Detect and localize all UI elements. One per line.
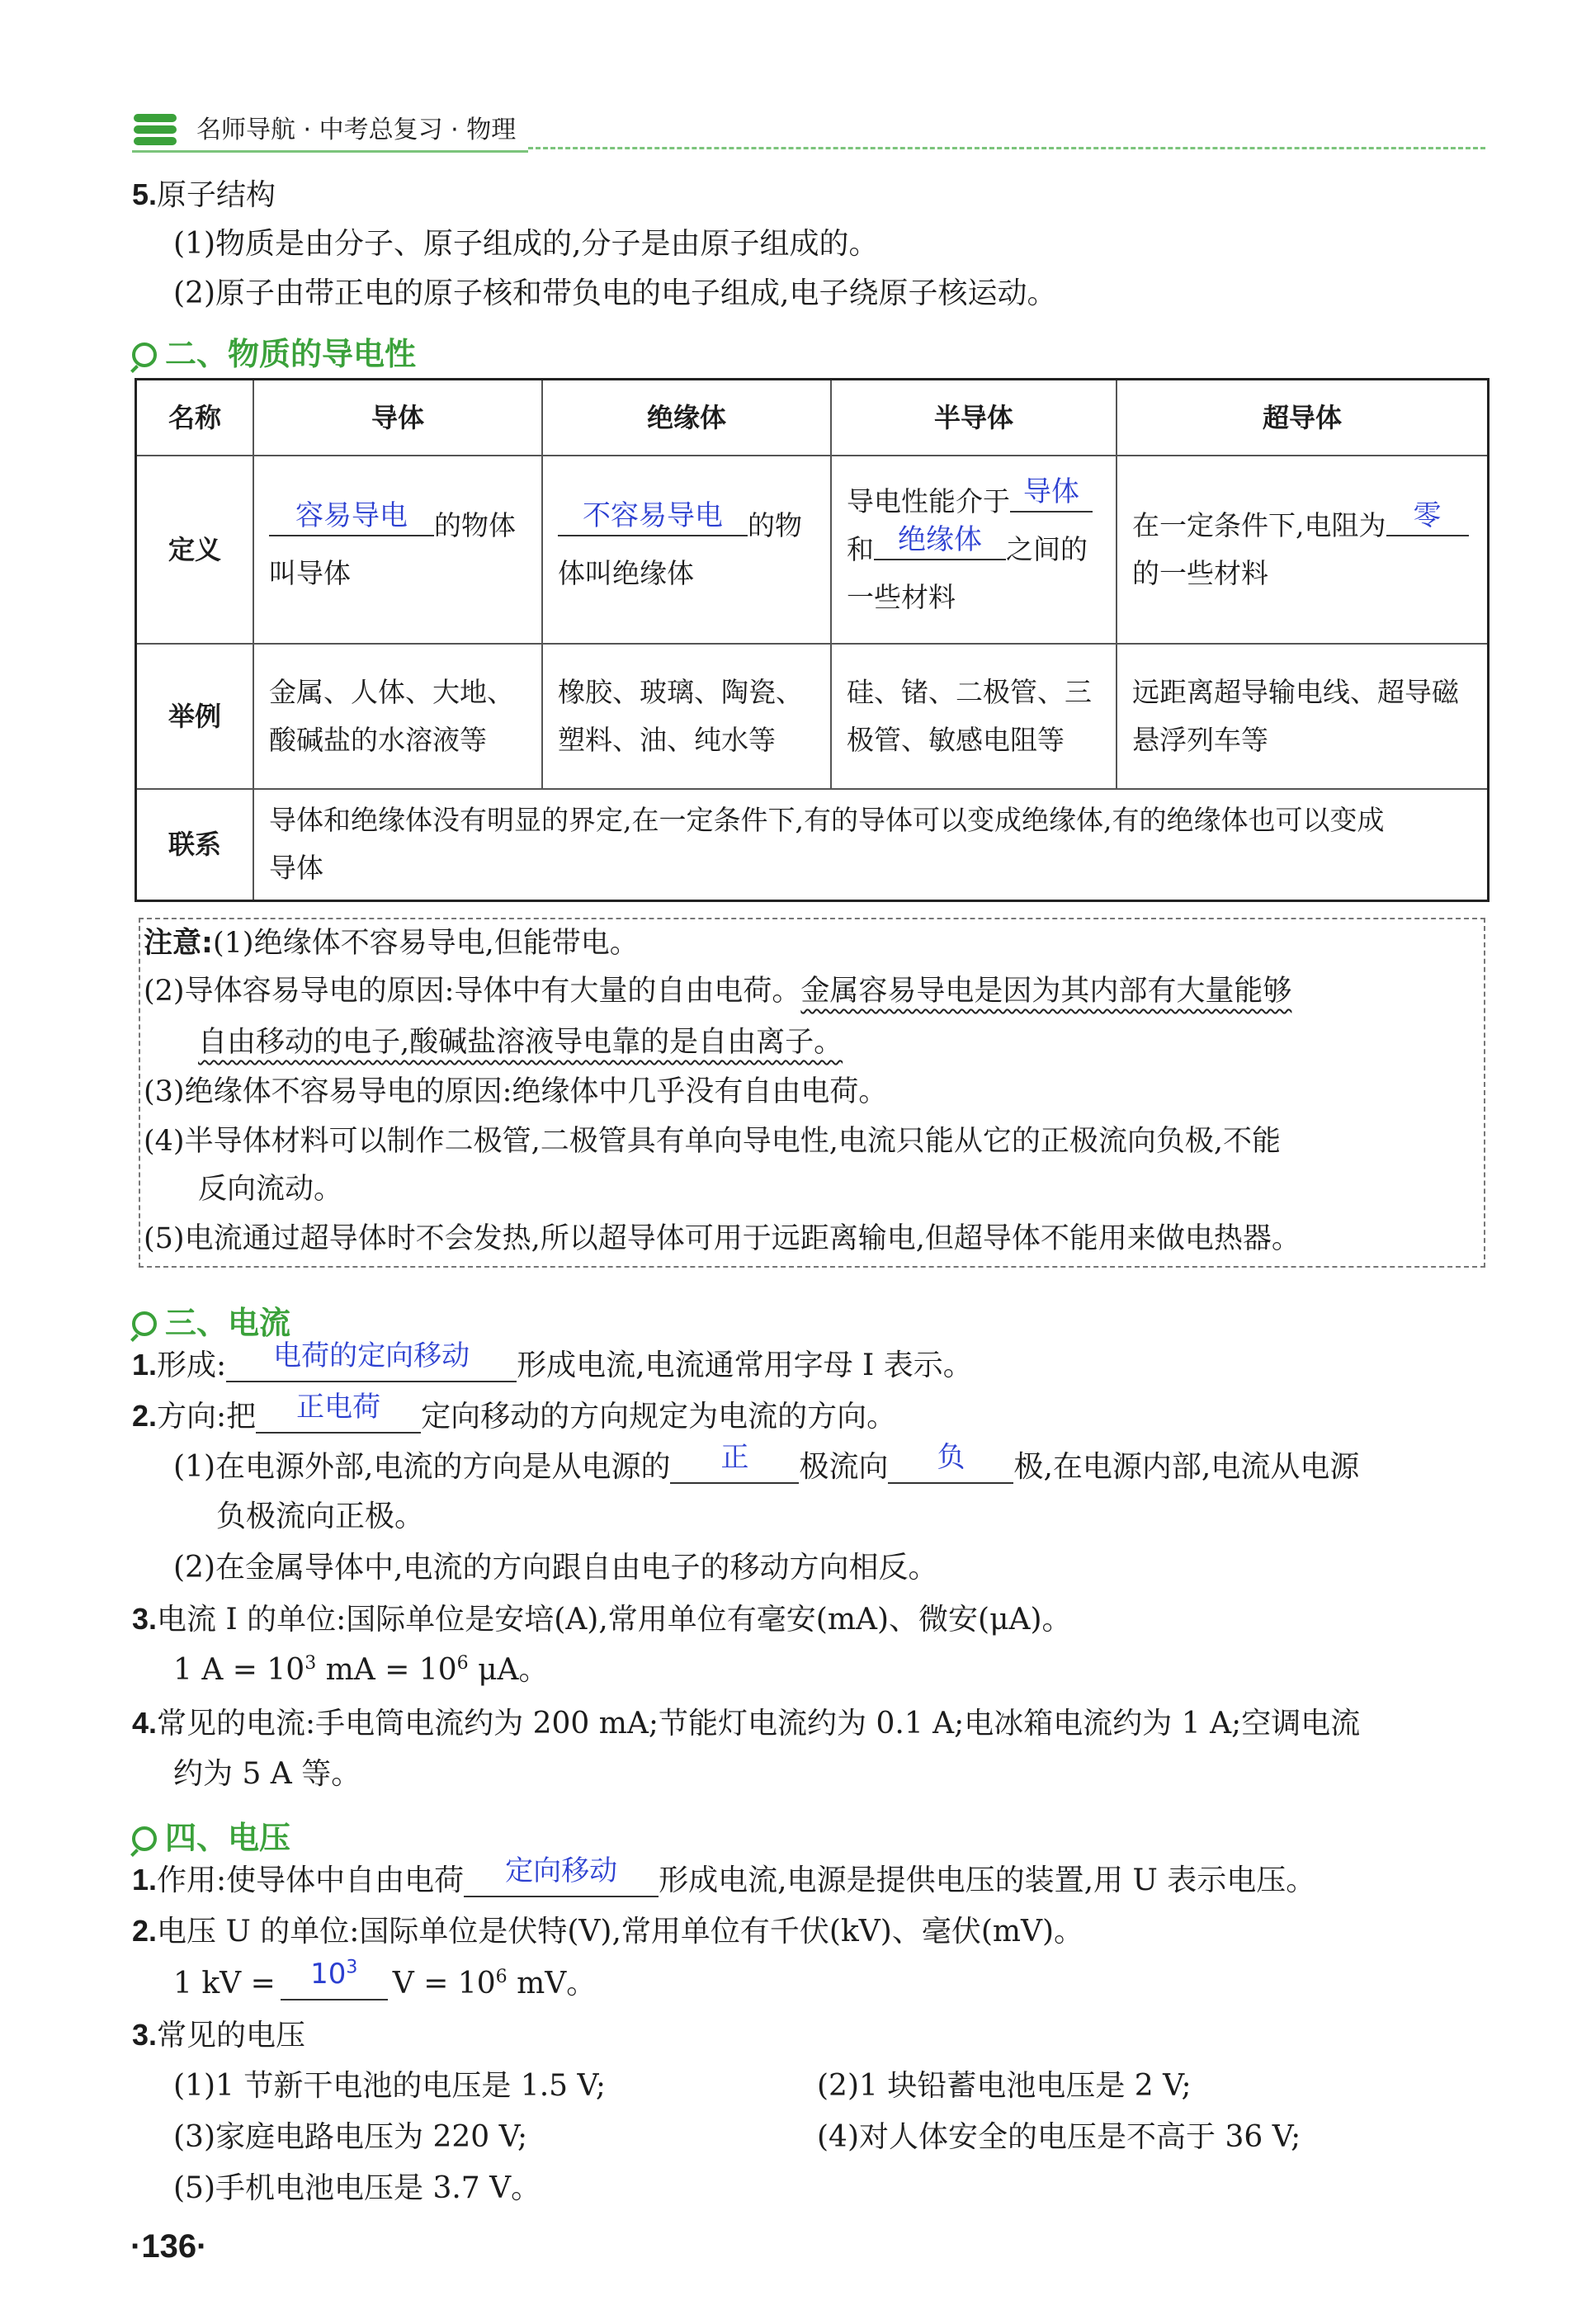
voltage-case-1: (1)1 节新干电池的电压是 1.5 V; [173,2069,606,2103]
answer-blank [558,498,748,536]
handwritten-answer: 不容易导电 [583,498,723,532]
answer-blank [269,498,434,536]
text: 的物体 [434,508,516,541]
note-box [139,918,1485,1268]
ex-semiconductor-cell: 硅、锗、二极管、三极管、敏感电阻等 [831,644,1117,789]
current-item-1: 1.形成: 电荷的定向移动 形成电流,电流通常用字母 I 表示。 [132,1339,973,1382]
table-header-cell: 导体 [253,380,542,456]
table-header-cell: 半导体 [831,380,1117,456]
row-label-definition: 定义 [136,456,254,644]
handwritten-answer: $10^3$ [310,1957,358,1991]
header-title: 名师导航 · 中考总复习 · 物理 [196,116,517,144]
def-superconductor-cell [1117,456,1489,644]
current-item-4-cont: 约为 5 A 等。 [173,1757,361,1791]
voltage-item-3: 3.常见的电压 [132,2018,306,2052]
handwritten-answer: 正 [720,1441,749,1474]
answer-blank [281,1957,388,2000]
answer-blank [1010,475,1093,513]
answer-blank [464,1854,659,1897]
text: 的物 [748,508,802,541]
voltage-unit-conversion: 1 kV = $10^3$ $V = 10^6$ mV。 [173,1957,597,2000]
handwritten-answer: 零 [1413,498,1442,532]
note-line-4: (4)半导体材料可以制作二极管,二极管具有单向导电性,电流只能从它的正极流向负极,不能 [144,1125,1281,1158]
text: 和 [847,532,874,565]
speech-bubble-icon [132,342,157,367]
text: 体叫绝缘体 [558,556,694,589]
atom-heading: 5.原子结构 [132,177,276,212]
current-item-2-2: (2)在金属导体中,电流的方向跟自由电子的移动方向相反。 [173,1551,938,1585]
section-3-title: 三、电流 [132,1297,290,1343]
text: 一些材料 [847,580,956,613]
table-header-cell: 名称 [136,380,254,456]
note-line-3: (3)绝缘体不容易导电的原因:绝缘体中几乎没有自由电荷。 [144,1075,888,1108]
handwritten-answer: 负 [937,1441,965,1474]
section-4-title: 四、电压 [132,1812,290,1858]
table-row-examples [136,644,1489,789]
voltage-item-1: 1.作用:使导体中自由电荷 定向移动 形成电流,电源是提供电压的装置,用 U 表示电压。 [132,1854,1316,1897]
row-label-examples: 举例 [136,644,254,789]
text: 叫导体 [269,556,351,589]
handwritten-answer: 正电荷 [296,1391,381,1424]
answer-blank [888,1441,1013,1484]
page-number: ·136· [130,2228,208,2265]
note-label: 注意: [144,927,213,960]
header-rule-solid [132,150,528,153]
answer-blank [226,1339,517,1382]
book-logo-icon [132,111,178,149]
note-line-4-cont: 反向流动。 [198,1173,343,1206]
answer-blank [874,522,1006,560]
header-rule [528,147,1485,149]
speech-bubble-icon [132,1826,157,1851]
underlined-text: 自由移动的电子,酸碱盐溶液导电靠的是自由离子。 [198,1026,843,1059]
current-item-2-1: (1)在电源外部,电流的方向是从电源的 正 极流向 负 极,在电源内部,电流从电源 [173,1441,1360,1484]
current-unit-conversion: 1 $A = 10^3$ mA = $10^6$ μA。 [173,1653,549,1687]
handwritten-answer: 定向移动 [505,1854,618,1887]
text: 之间的 [1006,532,1088,565]
text: 导体和绝缘体没有明显的界定,在一定条件下,有的导体可以变成绝缘体,有的绝缘体也可以变成 [269,804,1385,837]
def-insulator-cell [542,456,831,644]
current-item-2: 2.方向:把 正电荷 定向移动的方向规定为电流的方向。 [132,1391,897,1434]
table-row-relation [136,789,1489,901]
voltage-case-4: (4)对人体安全的电压是不高于 36 V; [817,2120,1301,2154]
text: (2)导体容易导电的原因:导体中有大量的自由电荷。 [144,975,801,1008]
underlined-text: 金属容易导电是因为其内部有大量能够 [800,975,1292,1008]
ex-superconductor-cell: 远距离超导输电线、超导磁悬浮列车等 [1117,644,1489,789]
table-header-cell: 绝缘体 [542,380,831,456]
handwritten-answer: 绝缘体 [898,522,982,556]
current-item-3: 3.电流 I 的单位:国际单位是安培(A),常用单位有毫安(mA)、微安(μA)。 [132,1602,1072,1637]
relation-cell [253,789,1489,901]
voltage-case-3: (3)家庭电路电压为 220 V; [173,2120,528,2154]
handwritten-answer: 容易导电 [295,498,408,532]
ex-insulator-cell: 橡胶、玻璃、陶瓷、塑料、油、纯水等 [542,644,831,789]
atom-line-1: (1)物质是由分子、原子组成的,分子是由原子组成的。 [173,227,879,261]
voltage-case-2: (2)1 块铅蓄电池电压是 2 V; [817,2069,1192,2103]
note-line-5: (5)电流通过超导体时不会发热,所以超导体可用于远距离输电,但超导体不能用来做电热器。 [144,1222,1301,1255]
voltage-item-2: 2.电压 U 的单位:国际单位是伏特(V),常用单位有千伏(kV)、毫伏(mV)。 [132,1914,1084,1948]
table-header-cell: 超导体 [1117,380,1489,456]
answer-blank [1386,498,1469,536]
handwritten-answer: 电荷的定向移动 [273,1339,470,1372]
note-line-2 [144,967,1291,1015]
header-logo [132,111,178,149]
ex-conductor-cell: 金属、人体、大地、酸碱盐的水溶液等 [253,644,542,789]
text: 在一定条件下,电阻为 [1132,508,1386,541]
row-label-relation: 联系 [136,789,254,901]
def-semiconductor-cell [831,456,1117,644]
current-item-4: 4.常见的电流:手电筒电流约为 200 mA;节能灯电流约为 0.1 A;电冰箱电流约为 1 A;空调电流 [132,1706,1361,1741]
answer-blank [670,1441,799,1484]
text: 的一些材料 [1132,556,1268,589]
conductivity-table [135,378,1489,902]
speech-bubble-icon [132,1311,157,1336]
note-line-2-cont [198,1018,843,1066]
note-line-1 [144,919,639,967]
table-header-row [136,380,1489,456]
section-2-title: 二、物质的导电性 [132,328,416,374]
atom-line-2: (2)原子由带正电的原子核和带负电的电子组成,电子绕原子核运动。 [173,276,1057,310]
text: 导体 [269,852,323,885]
text: 导电性能介于 [847,484,1010,517]
answer-blank [256,1391,421,1434]
current-item-2-1-cont: 负极流向正极。 [216,1500,425,1533]
text: (1)绝缘体不容易导电,但能带电。 [213,927,639,960]
table-row-definition [136,456,1489,644]
def-conductor-cell [253,456,542,644]
handwritten-answer: 导体 [1023,475,1079,508]
voltage-case-5: (5)手机电池电压是 3.7 V。 [173,2171,541,2205]
